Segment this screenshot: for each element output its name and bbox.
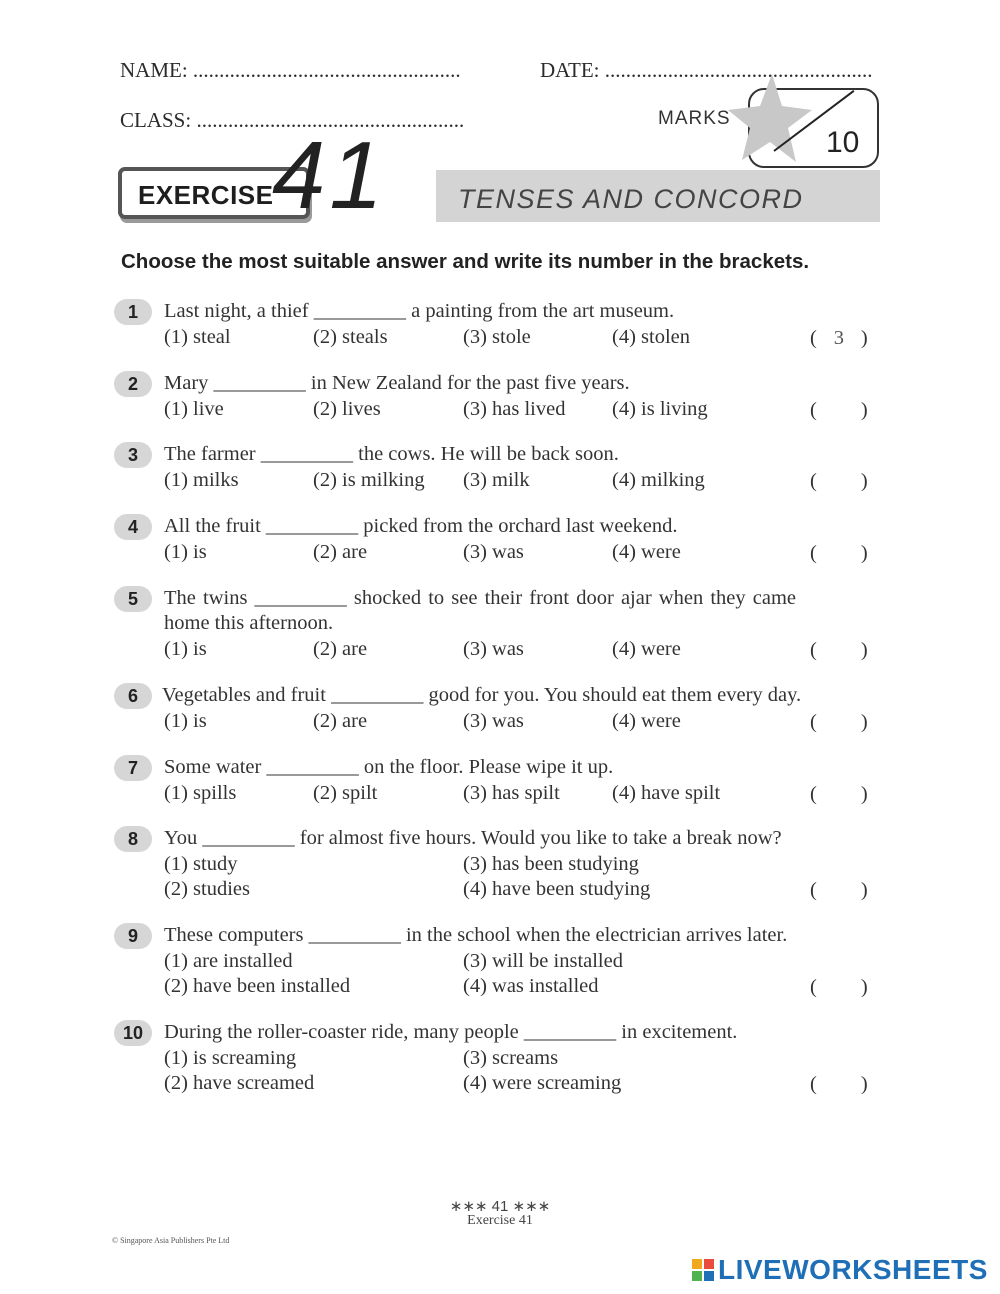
liveworksheets-logo[interactable] [692, 1254, 988, 1286]
question-number: 10 [114, 1020, 152, 1046]
question-stem: You _________ for almost five hours. Would you like to take a break now? [164, 827, 782, 849]
question-number: 9 [114, 923, 152, 949]
option: (3) has lived [463, 398, 566, 420]
question-number: 3 [114, 442, 152, 468]
question-stem: All the fruit _________ picked from the orchard last weekend. [164, 515, 678, 537]
answer-bracket[interactable]: ( ) [810, 470, 868, 492]
marks-label: MARKS [658, 108, 731, 129]
question-number: 2 [114, 371, 152, 397]
answer-bracket[interactable]: ( ) [810, 542, 868, 564]
option: (1) live [164, 398, 224, 420]
question-stem: During the roller-coaster ride, many people _________ in excitement. [164, 1021, 738, 1043]
option: (1) is screaming [164, 1047, 297, 1069]
option: (4) have spilt [612, 782, 721, 804]
option: (1) steal [164, 326, 231, 348]
option: (2) have screamed [164, 1072, 315, 1094]
option: (3) stole [463, 326, 531, 348]
option: (2) have been installed [164, 975, 351, 997]
liveworksheets-brand: LIVEWORKSHEETS [718, 1254, 988, 1285]
option: (2) lives [313, 398, 381, 420]
exercise-label: EXERCISE [138, 180, 274, 210]
option: (2) steals [313, 326, 388, 348]
marks-total: 10 [826, 126, 860, 159]
option: (4) were [612, 710, 681, 732]
question-number: 6 [114, 683, 152, 709]
question-number: 8 [114, 826, 152, 852]
option: (4) were screaming [463, 1072, 622, 1094]
option: (3) was [463, 541, 524, 563]
answer-bracket[interactable]: ( 3 ) [810, 327, 868, 349]
option: (4) were [612, 638, 681, 660]
answer-bracket[interactable]: ( ) [810, 399, 868, 421]
question-number: 4 [114, 514, 152, 540]
option: (2) are [313, 541, 368, 563]
question-stem: Mary _________ in New Zealand for the past five years. [164, 372, 630, 394]
question-number: 5 [114, 586, 152, 612]
question-stem: The farmer _________ the cows. He will be back soon. [164, 443, 619, 465]
option: (1) study [164, 853, 238, 875]
answer-bracket[interactable]: ( ) [810, 976, 868, 998]
option: (3) has been studying [463, 853, 639, 875]
option: (1) is [164, 638, 207, 660]
option: (4) were [612, 541, 681, 563]
option: (2) are [313, 638, 368, 660]
option: (1) is [164, 541, 207, 563]
question-stem: Last night, a thief _________ a painting from the art museum. [164, 300, 675, 322]
liveworksheets-icon [692, 1259, 714, 1281]
option: (4) is living [612, 398, 708, 420]
answer-bracket[interactable]: ( ) [810, 783, 868, 805]
option: (1) is [164, 710, 207, 732]
option: (1) are installed [164, 950, 293, 972]
name-dots: ................................................... [192, 58, 461, 82]
page-number: ∗∗∗ 41 ∗∗∗ [449, 1198, 551, 1215]
question-stem: Some water _________ on the floor. Please wipe it up. [164, 756, 614, 778]
question-stem: These computers _________ in the school when the electrician arrives later. [164, 924, 788, 946]
option: (2) is milking [313, 469, 425, 491]
copyright: © Singapore Asia Publishers Pte Ltd [112, 1236, 230, 1245]
answer-bracket[interactable]: ( ) [810, 711, 868, 733]
class-label: CLASS: [120, 108, 192, 132]
answer-bracket[interactable]: ( ) [810, 639, 868, 661]
option: (3) screams [463, 1047, 559, 1069]
exercise-number: 41 [272, 122, 387, 229]
option: (2) studies [164, 878, 250, 900]
page-subtitle: Exercise 41 [467, 1213, 533, 1228]
question-number: 7 [114, 755, 152, 781]
option: (3) was [463, 710, 524, 732]
name-field[interactable] [120, 58, 461, 83]
option: (4) was installed [463, 975, 599, 997]
option: (3) milk [463, 469, 530, 491]
option: (3) will be installed [463, 950, 623, 972]
date-label: DATE: [540, 58, 600, 82]
question-stem: Vegetables and fruit _________ good for you. You should eat them every day. [162, 684, 802, 706]
star-icon [724, 70, 814, 170]
date-field[interactable] [540, 58, 873, 83]
option: (4) stolen [612, 326, 690, 348]
option: (4) have been studying [463, 878, 651, 900]
option: (3) was [463, 638, 524, 660]
option: (3) has spilt [463, 782, 560, 804]
option: (1) milks [164, 469, 239, 491]
question-stem: The twins _________ shocked to see their front door ajar when they came [164, 587, 796, 609]
instruction: Choose the most suitable answer and write its number in the brackets. [121, 250, 810, 273]
option: (2) spilt [313, 782, 378, 804]
date-dots: ................................................... [604, 58, 873, 82]
class-dots: ................................................... [196, 108, 465, 132]
answer-bracket[interactable]: ( ) [810, 1073, 868, 1095]
option: (4) milking [612, 469, 705, 491]
question-stem-continued: home this afternoon. [164, 612, 334, 634]
option: (2) are [313, 710, 368, 732]
option: (1) spills [164, 782, 237, 804]
answer-bracket[interactable]: ( ) [810, 879, 868, 901]
exercise-title: TENSES AND CONCORD [458, 184, 804, 214]
question-number: 1 [114, 299, 152, 325]
name-label: NAME: [120, 58, 188, 82]
answer-value: 3 [833, 327, 844, 349]
